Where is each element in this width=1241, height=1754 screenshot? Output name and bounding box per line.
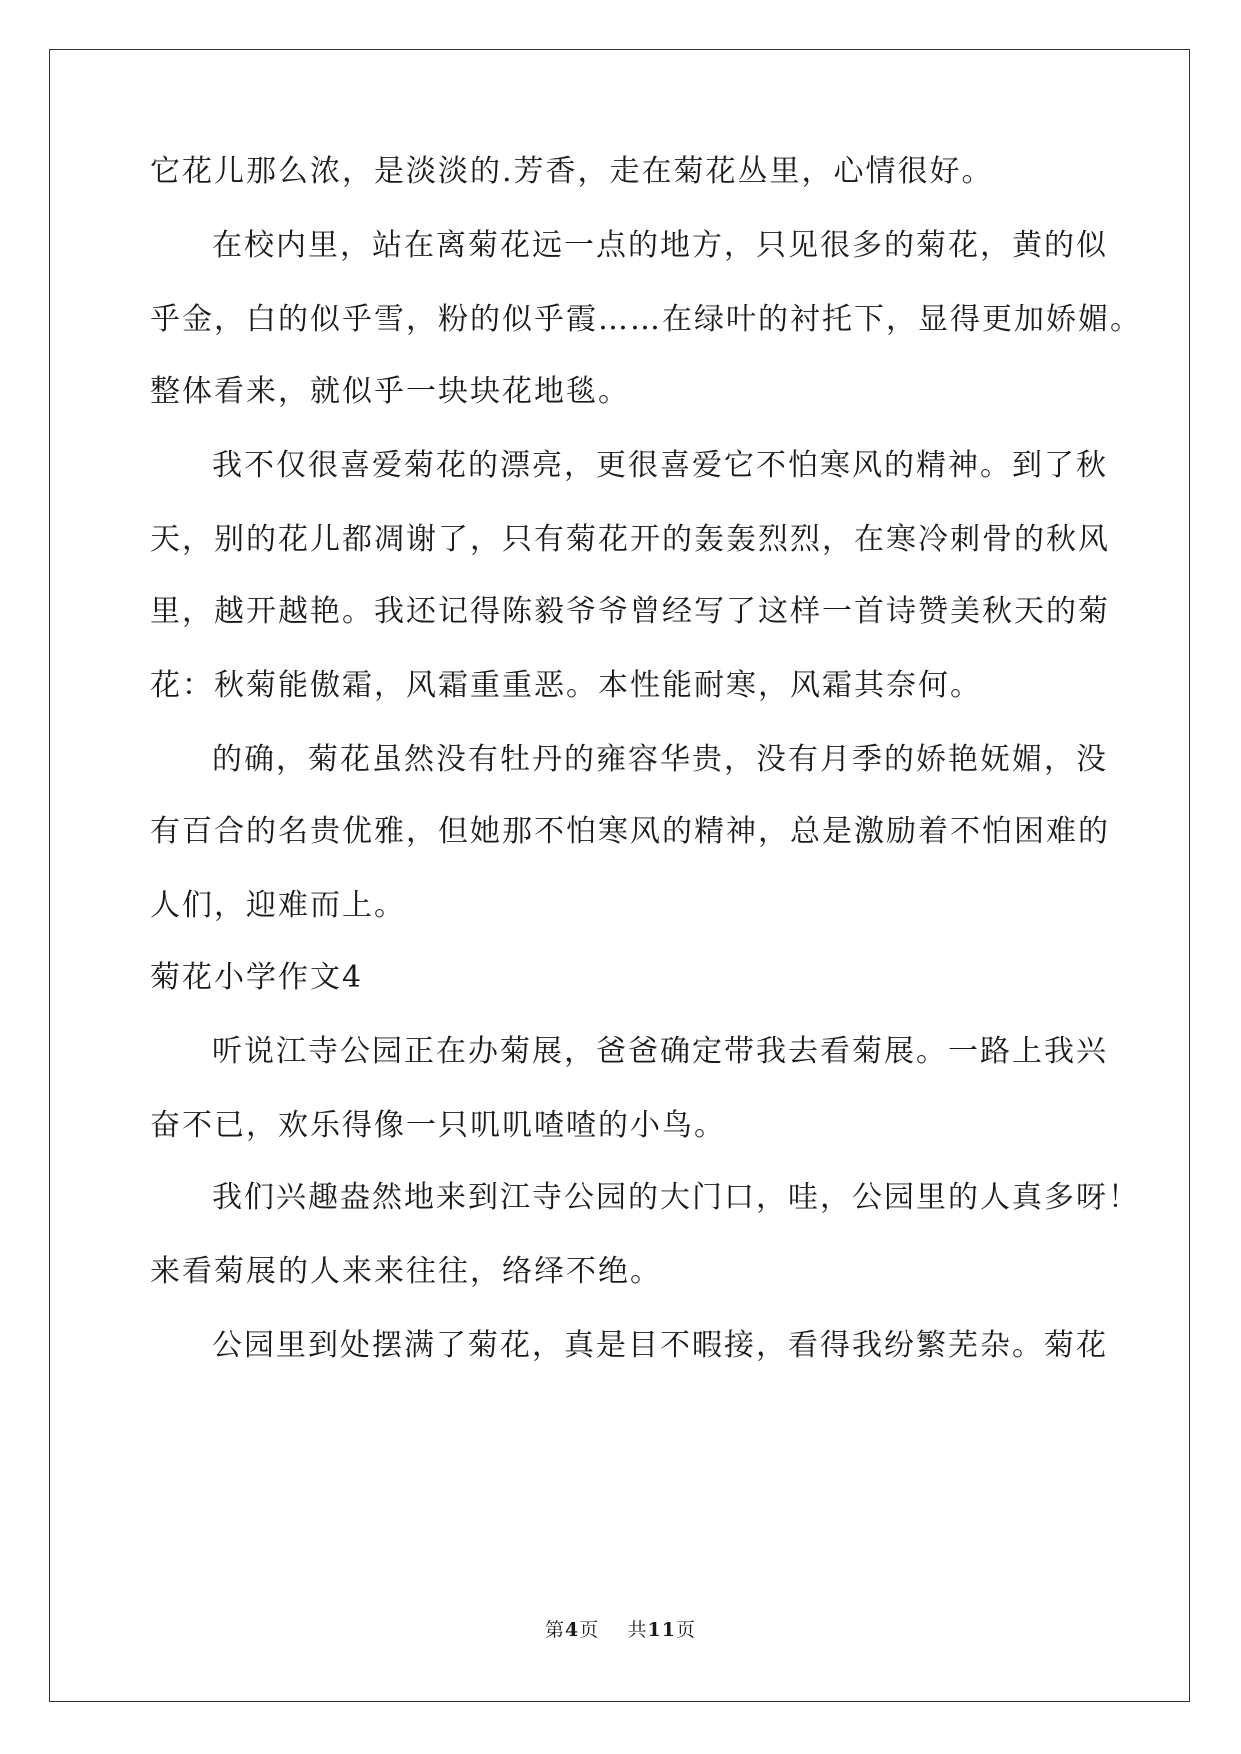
paragraph-first-line: 我不仅很喜爱菊花的漂亮，更很喜爱它不怕寒风的精神。到了秋 — [212, 448, 1108, 483]
text-line: 人们，迎难而上。 — [150, 888, 406, 923]
text-line: 来看菊展的人来来往往，络绎不绝。 — [150, 1254, 662, 1289]
paragraph-first-line: 在校内里，站在离菊花远一点的地方，只见很多的菊花，黄的似 — [212, 228, 1108, 263]
text-line: 有百合的名贵优雅，但她那不怕寒风的精神，总是激励着不怕困难的 — [150, 814, 1110, 849]
text-line: 它花儿那么浓，是淡淡的.芳香，走在菊花丛里，心情很好。 — [150, 154, 994, 189]
page-footer — [0, 1618, 1241, 1642]
page-suffix: 页 — [579, 1619, 600, 1641]
paragraph-first-line: 听说江寺公园正在办菊展，爸爸确定带我去看菊展。一路上我兴 — [212, 1034, 1108, 1069]
text-line: 整体看来，就似乎一块块花地毯。 — [150, 374, 630, 409]
text-line: 花：秋菊能傲霜，风霜重重恶。本性能耐寒，风霜其奈何。 — [150, 668, 982, 703]
page-border — [49, 49, 1190, 1702]
section-heading: 菊花小学作文4 — [150, 960, 364, 995]
page-current: 4 — [565, 1619, 580, 1641]
total-suffix: 页 — [675, 1619, 696, 1641]
paragraph-first-line: 的确，菊花虽然没有牡丹的雍容华贵，没有月季的娇艳妩媚，没 — [212, 742, 1108, 777]
page-total: 11 — [647, 1619, 676, 1641]
paragraph-first-line: 公园里到处摆满了菊花，真是目不暇接，看得我纷繁芜杂。菊花 — [212, 1328, 1108, 1363]
text-line: 天，别的花儿都凋谢了，只有菊花开的轰轰烈烈，在寒冷刺骨的秋风 — [150, 522, 1110, 557]
paragraph-first-line: 我们兴趣盎然地来到江寺公园的大门口，哇，公园里的人真多呀！ — [212, 1180, 1140, 1215]
total-prefix: 共 — [627, 1619, 648, 1641]
text-line: 乎金，白的似乎雪，粉的似乎霞……在绿叶的衬托下，显得更加娇媚。 — [150, 302, 1142, 337]
text-line: 奋不已，欢乐得像一只叽叽喳喳的小鸟。 — [150, 1108, 726, 1143]
text-line: 里，越开越艳。我还记得陈毅爷爷曾经写了这样一首诗赞美秋天的菊 — [150, 594, 1110, 629]
page-prefix: 第 — [545, 1619, 566, 1641]
